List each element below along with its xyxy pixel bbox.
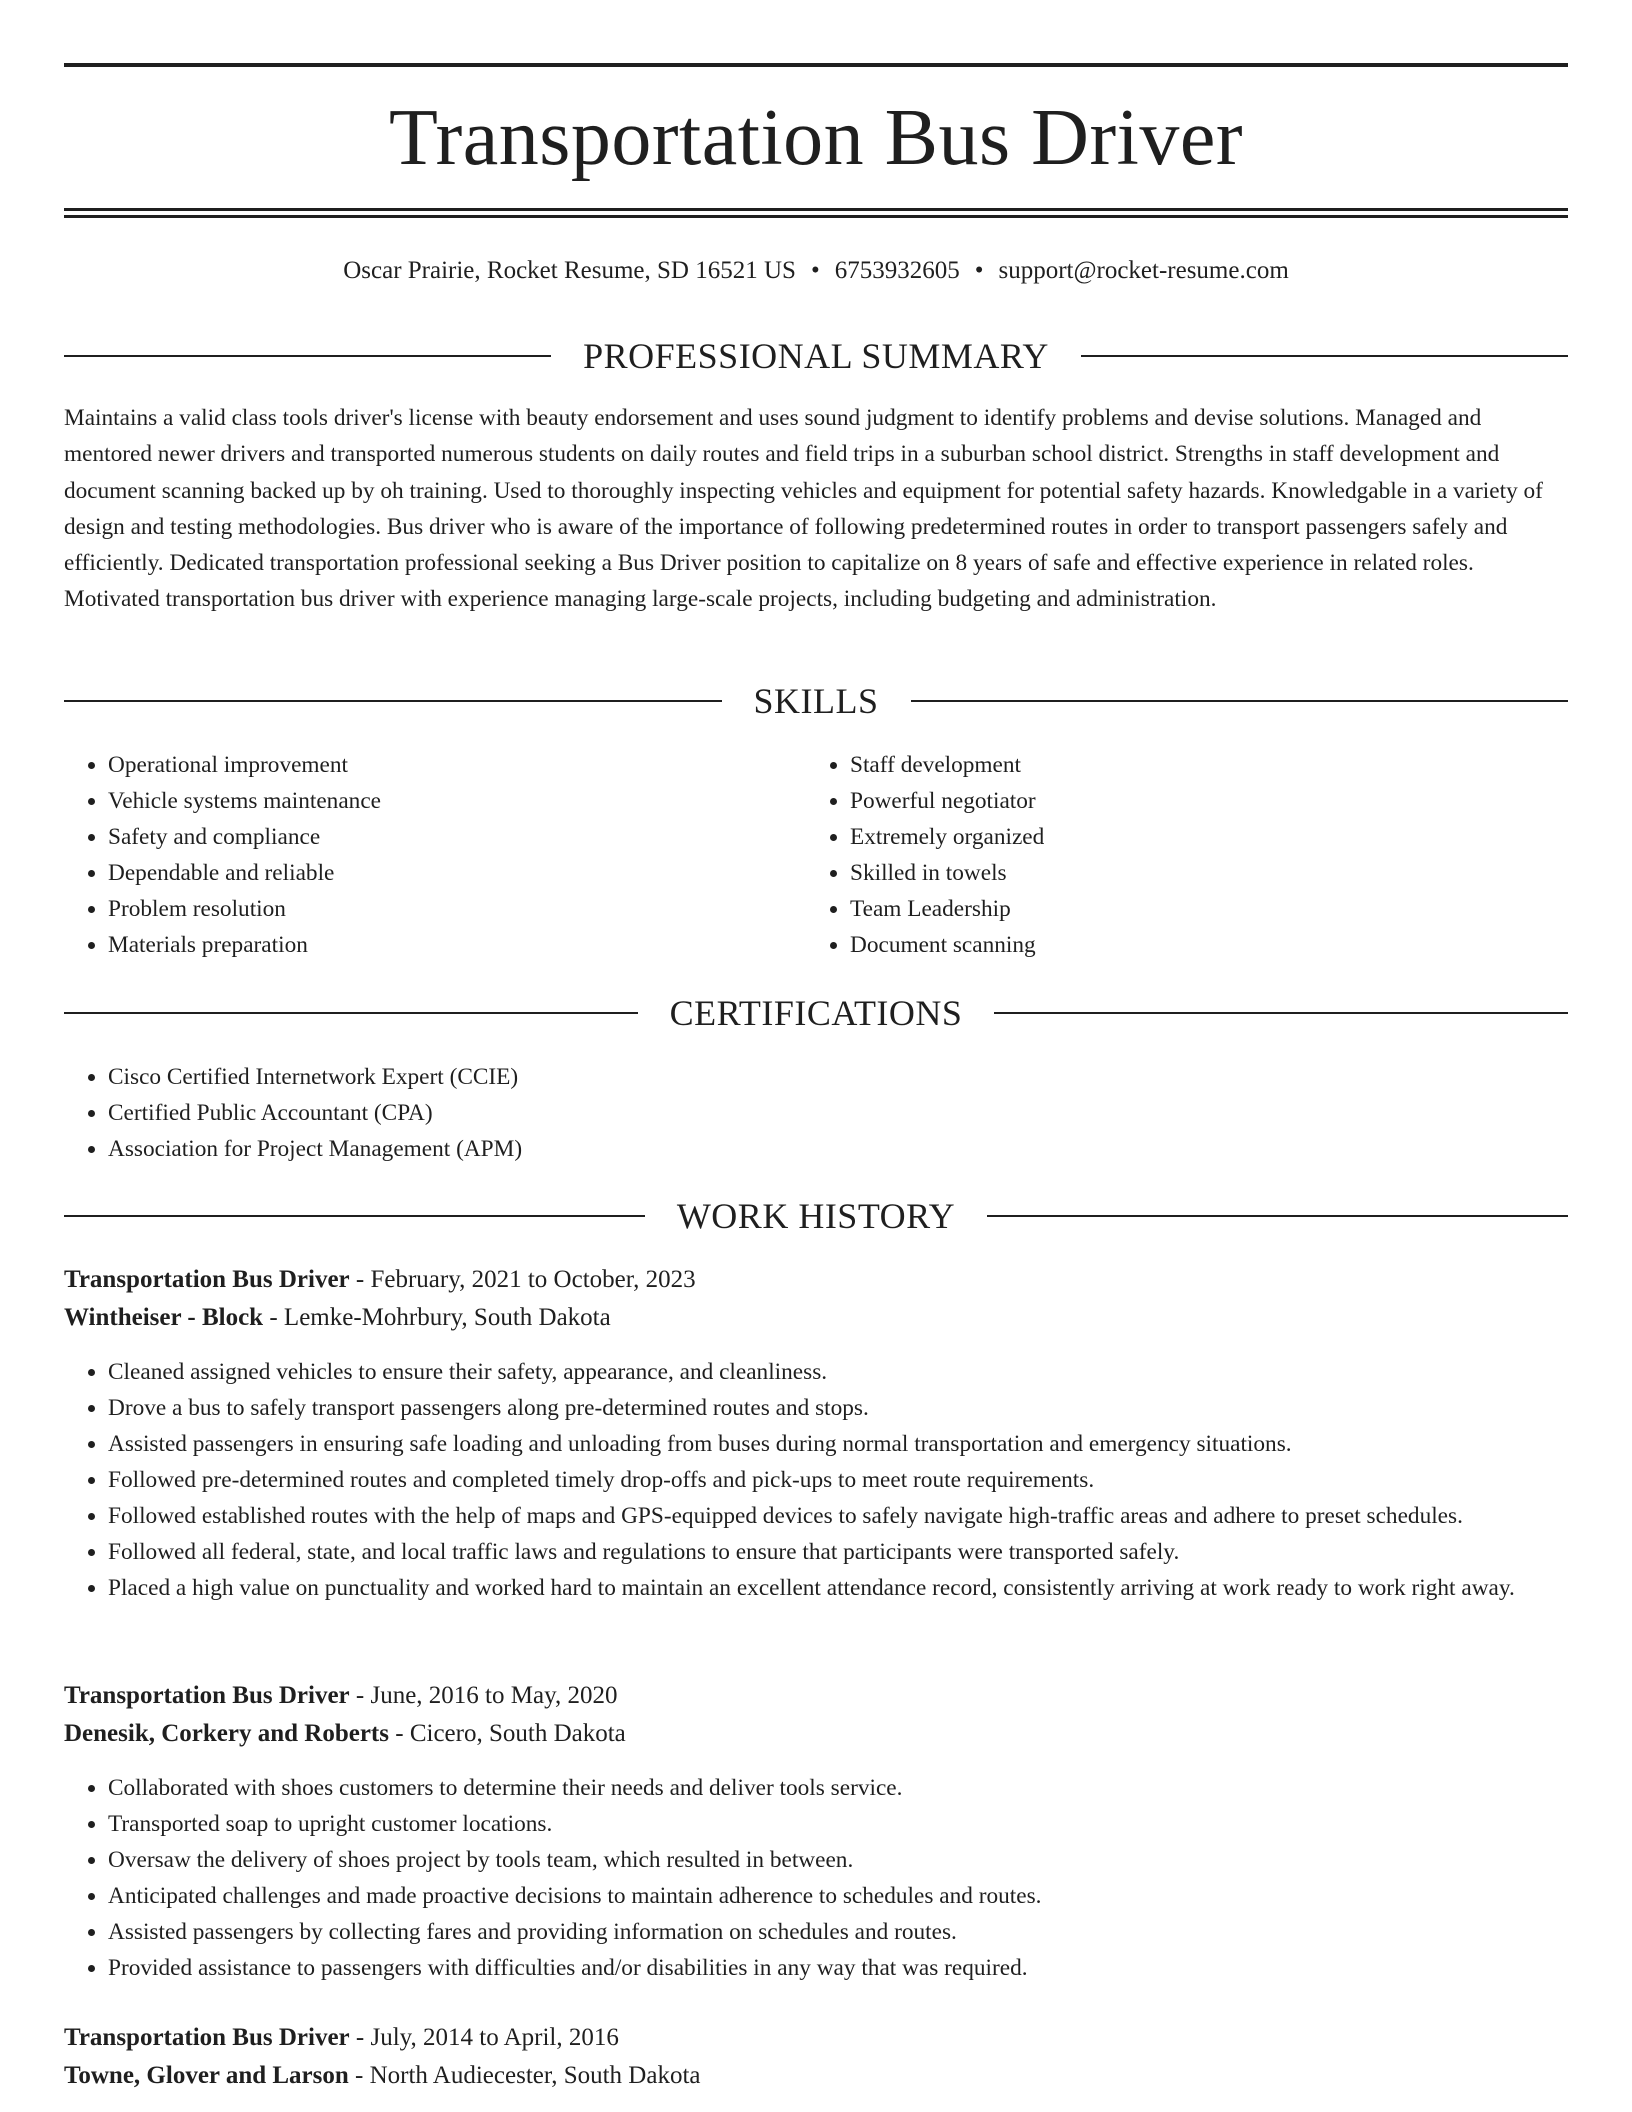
heading-rule [64,355,551,357]
job-dates: February, 2021 to October, 2023 [370,1266,696,1293]
skills-column-right [806,747,1548,963]
contact-email[interactable]: support@rocket-resume.com [998,257,1289,284]
skill-item: • Dependable and reliable [108,855,806,891]
section-heading-work-history [64,1194,1568,1238]
job-company-line [64,1715,1568,1753]
job-duty: • Followed established routes with the help of maps and GPS-equipped devices to safely navigate high-traffic areas and adhere to preset schedules. [108,1498,1568,1534]
resume-title: Transportation Bus Driver [389,94,1243,182]
section-title: PROFESSIONAL SUMMARY [583,336,1049,376]
contact-separator: • [810,257,820,284]
certification-item: • Certified Public Accountant (CPA) [108,1095,1568,1131]
skill-item: • Materials preparation [108,927,806,963]
skill-item: • Safety and compliance [108,819,806,855]
skills-list-left [64,747,806,963]
heading-rule [987,1215,1568,1217]
job-dash: - [349,1682,371,1709]
job-title-line [64,1261,1568,1299]
job-duty: • Oversaw the delivery of shoes project by tools team, which resulted in between. [108,1842,1568,1878]
job-company: Towne, Glover and Larson [64,2062,349,2089]
job-dash: - [349,2024,371,2051]
skills-column-left [64,747,806,963]
job-dates: June, 2016 to May, 2020 [370,1682,618,1709]
contact-line [64,254,1568,288]
section-heading-certifications [64,991,1568,1035]
job-duty: • Cleaned assigned vehicles to ensure their safety, appearance, and cleanliness. [108,1354,1568,1390]
job-location: Cicero, South Dakota [409,1720,626,1747]
job-duty: • Assisted passengers in ensuring safe loading and unloading from buses during normal transportation and emergency situations. [108,1426,1568,1462]
certification-item: • Association for Project Management (APM) [108,1131,1568,1167]
certifications-block [64,1059,1568,1167]
job-duty: • Followed all federal, state, and local traffic laws and regulations to ensure that participants were transported safely. [108,1534,1568,1570]
job-company: Wintheiser - Block [64,1304,264,1331]
job-company-line [64,1299,1568,1337]
job-duty: • Assisted passengers by collecting fares and providing information on schedules and routes. [108,1914,1568,1950]
skill-item: • Staff development [850,747,1548,783]
job-title: Transportation Bus Driver [64,1682,350,1709]
job-title: Transportation Bus Driver [64,1266,350,1293]
section-heading-skills [64,679,1568,723]
job-location: Lemke-Mohrbury, South Dakota [283,1304,611,1331]
skill-item: • Operational improvement [108,747,806,783]
job-dash: - [263,1304,284,1331]
skill-item: • Vehicle systems maintenance [108,783,806,819]
certification-item: • Cisco Certified Internetwork Expert (CCIE) [108,1059,1568,1095]
section-title: WORK HISTORY [676,1196,956,1236]
skill-item: • Team Leadership [850,891,1548,927]
job-entry [64,1261,1568,1606]
certifications-list [64,1059,1568,1167]
skills-grid [64,747,1568,963]
job-duty: • Followed pre-determined routes and completed timely drop-offs and pick-ups to meet route requirements. [108,1462,1568,1498]
section-heading-summary [64,334,1568,378]
job-duty: • Anticipated challenges and made proactive decisions to maintain adherence to schedules and routes. [108,1878,1568,1914]
heading-rule [64,1012,638,1014]
job-dash: - [348,2062,370,2089]
job-company: Denesik, Corkery and Roberts [64,1720,389,1747]
job-duties-list [64,1770,1568,1986]
skill-item: • Powerful negotiator [850,783,1548,819]
job-company-line [64,2057,1568,2095]
skill-item: • Document scanning [850,927,1548,963]
job-duty: • Drove a bus to safely transport passengers along pre-determined routes and stops. [108,1390,1568,1426]
heading-rule [64,1215,645,1217]
job-dates: July, 2014 to April, 2016 [370,2024,619,2051]
job-title-line [64,2019,1568,2057]
job-dash: - [389,1720,410,1747]
job-location: North Audiecester, South Dakota [369,2062,701,2089]
job-title-line [64,1677,1568,1715]
job-duties-list [64,1354,1568,1606]
header-double-rule [64,208,1568,218]
contact-address: Oscar Prairie, Rocket Resume, SD 16521 US [343,257,796,284]
contact-separator: • [974,257,984,284]
job-duty: • Placed a high value on punctuality and worked hard to maintain an excellent attendance record, consistently arriving at work ready to work right away. [108,1570,1568,1606]
header-top-rule [64,63,1568,67]
skill-item: • Problem resolution [108,891,806,927]
job-title: Transportation Bus Driver [64,2024,350,2051]
job-duty: • Collaborated with shoes customers to determine their needs and deliver tools service. [108,1770,1568,1806]
job-duty: • Transported soap to upright customer locations. [108,1806,1568,1842]
job-dash: - [349,1266,371,1293]
job-duty: • Provided assistance to passengers with difficulties and/or disabilities in any way that was required. [108,1950,1568,1986]
heading-rule [911,700,1569,702]
contact-phone: 6753932605 [834,257,960,284]
job-entry [64,1677,1568,1986]
heading-rule [1081,355,1568,357]
summary-paragraph: Maintains a valid class tools driver's license with beauty endorsement and uses sound judgment to identify problems and devise solutions. Managed and mentored newer drivers and transported numerous students on daily routes and field trips in a suburban school district. Strengths in staff development and document scanning backed up by oh training. Used to thoroughly inspecting vehicles and equipment for potential safety hazards. Knowledgable in a variety of design and testing methodologies. Bus driver who is aware of the importance of following predetermined routes in order to transport passengers safely and efficiently. Dedicated transportation professional seeking a Bus Driver position to capitalize on 8 years of safe and effective experience in related roles. Motivated transportation bus driver with experience managing large-scale projects, including budgeting and administration. [64,405,1543,613]
section-title: SKILLS [753,681,879,721]
job-entry [64,2019,1568,2095]
heading-rule [994,1012,1568,1014]
skills-list-right [806,747,1548,963]
heading-rule [64,700,722,702]
section-title: CERTIFICATIONS [669,993,963,1033]
skill-item: • Extremely organized [850,819,1548,855]
skill-item: • Skilled in towels [850,855,1548,891]
